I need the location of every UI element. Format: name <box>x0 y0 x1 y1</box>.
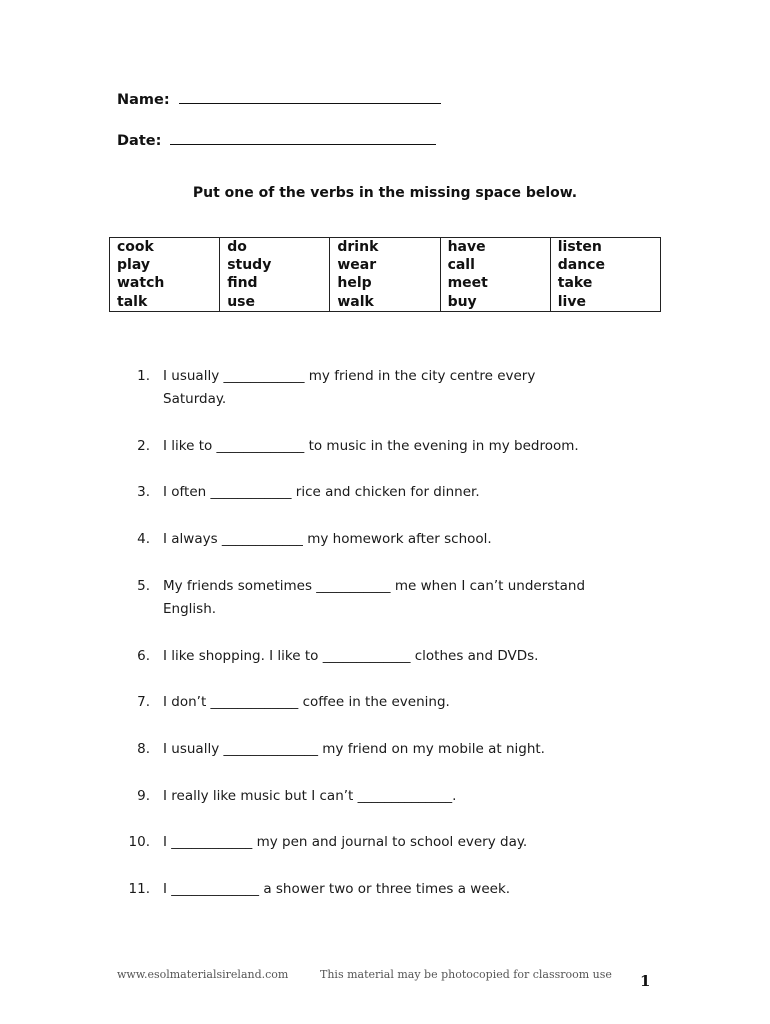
verb-cell: use <box>227 293 255 310</box>
question-line: My friends sometimes ___________ me when I can’t understand <box>163 578 586 594</box>
verb-cell: help <box>337 275 372 292</box>
verb-cell: cook <box>117 239 154 255</box>
question-line: Saturday. <box>163 391 227 407</box>
verb-column-4 <box>440 238 550 312</box>
question-number: 10. <box>128 834 150 850</box>
verb-cell: study <box>227 257 272 274</box>
question-text <box>163 365 643 411</box>
verb-cell: meet <box>447 275 488 292</box>
verb-cell: find <box>227 275 258 292</box>
verb-column-1 <box>110 238 220 312</box>
date-blank-line[interactable] <box>170 130 436 145</box>
question-line: English. <box>163 601 217 617</box>
question-number: 7. <box>137 694 150 710</box>
verb-cell: have <box>447 239 486 255</box>
name-blank-line[interactable] <box>179 89 441 104</box>
question-number: 11. <box>128 881 150 897</box>
verb-table <box>109 237 661 312</box>
question-number: 9. <box>137 788 150 804</box>
question-text: I often ____________ rice and chicken for dinner. <box>163 484 480 500</box>
question-number: 6. <box>137 648 150 664</box>
question-text: I ____________ my pen and journal to school every day. <box>163 834 528 850</box>
question-text <box>163 575 643 621</box>
question-number: 1. <box>137 368 150 384</box>
name-field <box>117 89 441 108</box>
verb-cell: watch <box>117 275 165 292</box>
verb-cell: drink <box>337 239 379 255</box>
question-text: I really like music but I can’t ______________. <box>163 788 457 804</box>
question-number: 4. <box>137 531 150 547</box>
name-label: Name: <box>117 92 170 108</box>
verb-cell: live <box>557 293 586 310</box>
instruction-text: Put one of the verbs in the missing space below. <box>192 185 578 201</box>
verb-table-row <box>110 238 661 312</box>
verb-column-2 <box>220 238 330 312</box>
verb-cell: listen <box>557 239 602 255</box>
verb-cell: play <box>117 257 150 274</box>
footer-website: www.esolmaterialsireland.com <box>117 968 289 981</box>
verb-cell: buy <box>447 293 477 310</box>
verb-cell: walk <box>337 293 374 310</box>
date-label: Date: <box>117 133 162 149</box>
question-number: 2. <box>137 438 150 454</box>
question-line: I usually ____________ my friend in the city centre every <box>163 368 536 384</box>
question-text: I like shopping. I like to _____________ clothes and DVDs. <box>163 648 539 664</box>
question-text: I always ____________ my homework after school. <box>163 531 492 547</box>
verb-cell: do <box>227 239 247 255</box>
page-number: 1 <box>640 972 651 990</box>
question-text: I usually ______________ my friend on my mobile at night. <box>163 741 545 757</box>
question-number: 3. <box>137 484 150 500</box>
question-number: 5. <box>137 578 150 594</box>
verb-cell: dance <box>557 257 605 274</box>
footer-notice: This material may be photocopied for classroom use <box>320 968 612 981</box>
date-field <box>117 130 436 149</box>
verb-cell: wear <box>337 257 377 274</box>
verb-cell: call <box>447 257 475 274</box>
question-text: I don’t _____________ coffee in the evening. <box>163 694 450 710</box>
question-number: 8. <box>137 741 150 757</box>
question-text: I like to _____________ to music in the evening in my bedroom. <box>163 438 579 454</box>
verb-column-3 <box>330 238 440 312</box>
verb-cell: talk <box>117 293 148 310</box>
verb-column-5 <box>550 238 660 312</box>
question-text: I _____________ a shower two or three times a week. <box>163 881 511 897</box>
verb-cell: take <box>557 275 593 292</box>
